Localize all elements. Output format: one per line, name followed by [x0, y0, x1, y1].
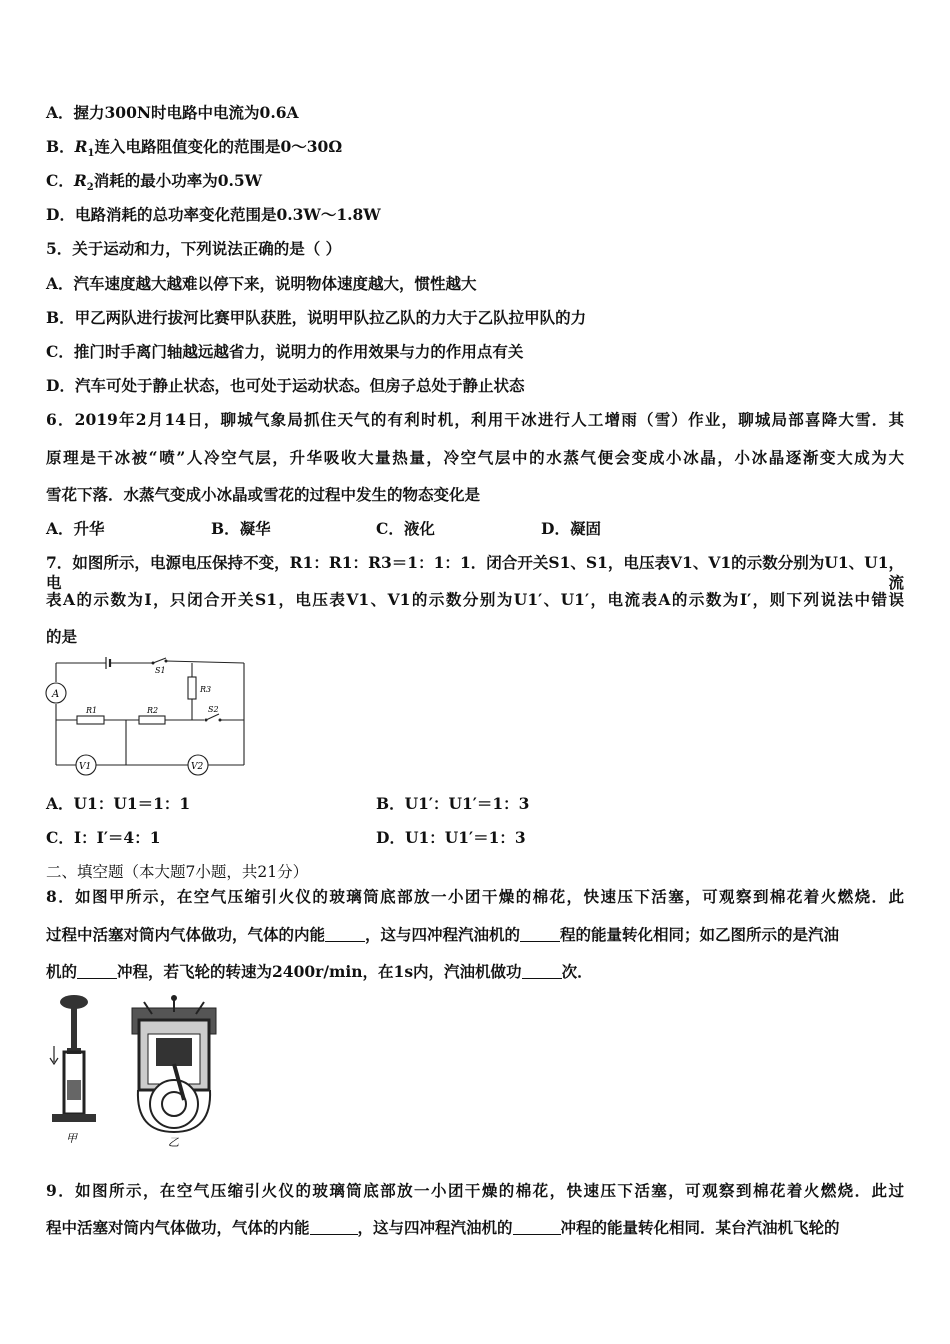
q7-option-b: B．U1′：U1′＝1：3	[376, 794, 530, 813]
label-r1: R1	[86, 706, 98, 715]
q5-stem: 5．关于运动和力，下列说法正确的是（ ）	[46, 239, 342, 258]
q4-option-b: B．$R_1$连入电路阻值变化的范围是0～30Ω	[46, 137, 343, 160]
voltmeter-v1-icon	[76, 755, 96, 775]
q6-stem-line3: 雪花下落．水蒸气变成小冰晶或雪花的过程中发生的物态变化是	[46, 485, 481, 504]
svg-text:V1: V1	[79, 762, 92, 772]
q8-stem-line3: 机的 冲程，若飞轮的转速为2400r/min，在1s内，汽油机做功 次．	[46, 962, 593, 981]
q7-stem-line3: 的是	[46, 627, 78, 646]
label-s1: S1	[155, 666, 166, 675]
label-r3: R3	[200, 685, 212, 694]
svg-text:V2: V2	[191, 762, 204, 772]
label-fig-jia: 甲	[66, 1132, 77, 1145]
q6-option-a: A．升华	[46, 519, 105, 538]
svg-text:A: A	[52, 689, 60, 700]
switch-s1-icon	[152, 658, 168, 665]
q9-stem-line1: 9．如图所示，在空气压缩引火仪的玻璃筒底部放一小团干燥的棉花，快速压下活塞，可观察到棉花着火燃烧．此过	[46, 1181, 904, 1200]
q4-option-d: D．电路消耗的总功率变化范围是0.3W～1.8W	[46, 205, 381, 224]
section-2-heading: 二、填空题（本大题7小题，共21分）	[46, 863, 309, 881]
air-compression-igniter-icon	[50, 995, 96, 1122]
label-fig-yi: 乙	[168, 1136, 179, 1148]
q8-blank-1[interactable]	[325, 927, 365, 942]
q5-option-b: B．甲乙两队进行拔河比赛甲队获胜，说明甲队拉乙队的力大于乙队拉甲队的力	[46, 308, 587, 327]
q9-stem-line2: 程中活塞对筒内气体做功，气体的内能 ，这与四冲程汽油机的 冲程的能量转化相同．某台汽油机飞轮的	[46, 1218, 840, 1237]
q4-option-c: C．$R_2$消耗的最小功率为0.5W	[46, 171, 263, 194]
voltmeter-v2-icon	[188, 755, 208, 775]
q7-option-d: D．U1：U1′＝1：3	[376, 828, 526, 847]
q7-stem-line2: 表A的示数为I，只闭合开关S1，电压表V1、V1的示数分别为U1′、U1′，电流表A的示数为I′，则下列说法中错误	[46, 590, 904, 609]
q5-option-a: A．汽车速度越大越难以停下来，说明物体速度越大，惯性越大	[46, 274, 477, 293]
q7-stem-line1: 7．如图所示，电源电压保持不变，R1：R1：R3＝1：1：1．闭合开关S1、S1，电压表V1、V1的示数分别为U1、U1，电流	[46, 553, 904, 592]
q5-option-c: C．推门时手离门轴越远越省力，说明力的作用效果与力的作用点有关	[46, 342, 524, 361]
q4-option-a: A．握力300N时电路中电流为0.6A	[46, 103, 299, 122]
q9-blank-2[interactable]	[513, 1220, 561, 1235]
q6-option-d: D．凝固	[541, 519, 601, 538]
q8-figures	[44, 994, 254, 1148]
circuit-diagram	[44, 655, 250, 777]
label-s2: S2	[208, 705, 219, 714]
q6-stem-line1: 6．2019年2月14日，聊城气象局抓住天气的有利时机，利用干冰进行人工增雨（雪）作业，聊城局部喜降大雪．其	[46, 410, 904, 429]
q8-blank-4[interactable]	[522, 964, 562, 979]
q7-option-a: A．U1：U1＝1：1	[46, 794, 191, 813]
battery-icon	[106, 657, 110, 669]
ammeter-icon	[46, 683, 66, 703]
engine-cylinder-icon	[132, 995, 216, 1132]
q6-stem-line2: 原理是干冰被“喷”人冷空气层，升华吸收大量热量，冷空气层中的水蒸气便会变成小冰晶，小冰晶逐渐变大成为大	[46, 448, 904, 467]
q9-blank-1[interactable]	[310, 1220, 358, 1235]
resistor-r3	[188, 677, 196, 699]
label-r2: R2	[147, 706, 159, 715]
q8-stem-line2: 过程中活塞对筒内气体做功，气体的内能 ，这与四冲程汽油机的 程的能量转化相同；如乙图所示的是汽油	[46, 925, 840, 944]
q8-stem-line1: 8．如图甲所示，在空气压缩引火仪的玻璃筒底部放一小团干燥的棉花，快速压下活塞，可观察到棉花着火燃烧．此	[46, 887, 904, 906]
resistor-r1	[77, 716, 104, 724]
switch-s2-icon	[205, 714, 222, 722]
q8-blank-2[interactable]	[520, 927, 560, 942]
q8-blank-3[interactable]	[77, 964, 117, 979]
q6-option-b: B．凝华	[211, 519, 271, 538]
resistor-r2	[139, 716, 165, 724]
q7-option-c: C．I：I′＝4：1	[46, 828, 161, 847]
q6-option-c: C．液化	[376, 519, 435, 538]
q5-option-d: D．汽车可处于静止状态，也可处于运动状态。但房子总处于静止状态	[46, 376, 525, 395]
